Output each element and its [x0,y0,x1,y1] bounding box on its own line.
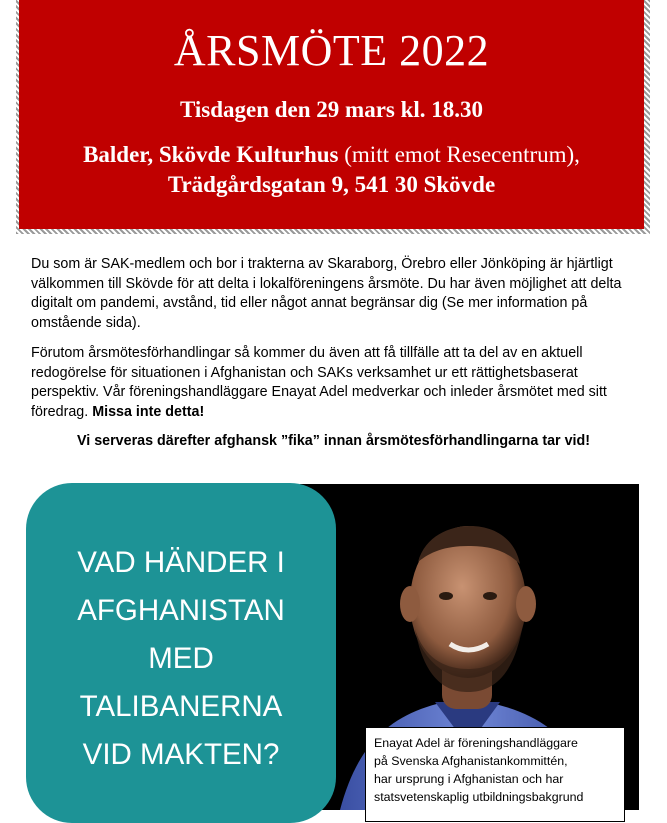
venue-note: (mitt emot Resecentrum), [338,142,580,167]
venue-name: Balder, Skövde Kulturhus [83,142,339,167]
program-text: Förutom årsmötesförhandlingar så kommer du även att få tillfälle att ta del av en aktuell redogörelse för situationen i Afghanistan och SAKs verksamhet ur ett rättighetsbaserat perspektiv. Vår föreningshandläggare Enayat Adel medverkar och inleder årsmötet med sitt föredrag. [31,345,607,420]
program-paragraph [31,344,643,422]
poster-line: VID MAKTEN? [82,738,280,771]
intro-paragraph: Du som är SAK-medlem och bor i trakterna av Skaraborg, Örebro eller Jönköping är hjärtligt välkommen till Skövde för att delta i lokalföreningens årsmöte. Du har även möjlighet att delta digitalt om pandemi, avstånd, tid eller något annat begränsar dig (Se mer information på omstående sida). [31,256,622,331]
speaker-caption [365,727,625,822]
event-venue [19,140,644,200]
event-date: Tisdagen den 29 mars kl. 18.30 [179,97,484,122]
page-title: ÅRSMÖTE 2022 [173,26,490,75]
poster-headline [26,539,336,779]
topic-poster [26,483,336,823]
caption-line: statsvetenskaplig utbildningsbakgrund [374,790,584,804]
venue-address: Trädgårdsgatan 9, 541 30 Skövde [167,172,496,197]
caption-line: har ursprung i Afghanistan och har [374,772,564,786]
fika-notice: Vi serveras därefter afghansk ”fika” innan årsmötesförhandlingarna tar vid! [76,433,590,449]
event-banner [19,0,644,229]
program-emphasis: Missa inte detta! [92,403,205,420]
poster-line: VAD HÄNDER I [77,546,285,579]
caption-line: på Svenska Afghanistankommittén, [374,754,568,768]
caption-line: Enayat Adel är föreningshandläggare [374,736,578,750]
poster-line: TALIBANERNA [79,690,283,723]
poster-line: MED [148,642,214,675]
poster-line: AFGHANISTAN [77,594,285,627]
